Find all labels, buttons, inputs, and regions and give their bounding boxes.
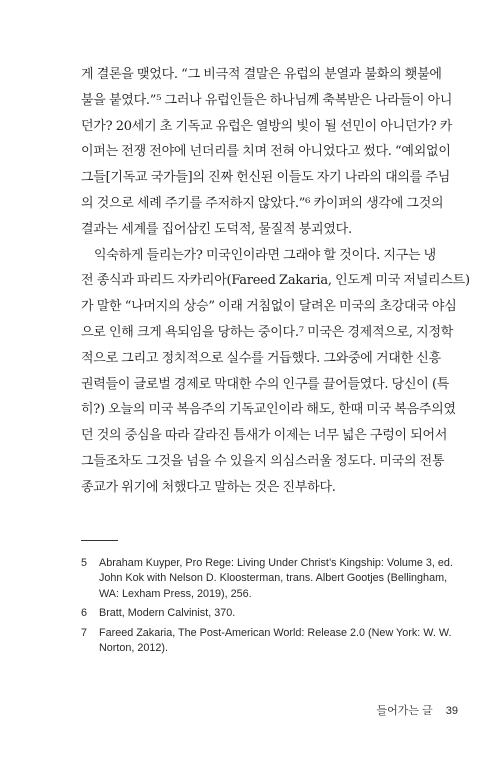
- footnote-number: 7: [81, 626, 88, 639]
- text-line: 던 것의 중심을 따라 갈라진 틈새가 이제는 너무 넓은 구렁이 되어서: [81, 428, 448, 444]
- footnote-line: Norton, 2012).: [99, 642, 169, 655]
- text-line: 으로 인해 크게 욕되임을 당하는 중이다.⁷ 미국은 경제적으로, 지정학: [81, 324, 454, 340]
- page-footer: [377, 702, 459, 718]
- text-line: 히?) 오늘의 미국 복음주의 기독교인이라 해도, 한때 미국 복음주의였: [81, 402, 456, 418]
- footnote-number: 5: [81, 557, 88, 569]
- text-line: 익숙하게 들리는가? 미국인이라면 그래야 할 것이다. 지구는 냉: [94, 247, 436, 263]
- footnote-divider: [81, 540, 118, 541]
- footnote-number: 6: [81, 607, 88, 620]
- text-line: 결과는 세계를 집어삼킨 도덕적, 물질적 붕괴였다.: [81, 221, 352, 237]
- footnote-5: [81, 556, 453, 602]
- text-line: 종교가 위기에 처했다고 말하는 것은 진부하다.: [81, 479, 336, 495]
- text-line: 불을 붙였다.”⁵ 그러나 유럽인들은 하나님께 축복받은 나라들이 아니: [81, 92, 453, 108]
- paragraph-1: [81, 62, 453, 243]
- text-line: 의 것으로 세례 주기를 주저하지 않았다.”⁶ 카이퍼의 생각에 그것의: [81, 195, 444, 211]
- paragraph-2: [81, 243, 470, 501]
- text-line: 던가? 20세기 초 기독교 유럽은 열방의 빛이 될 선민이 아니던가? 카: [81, 118, 453, 134]
- footnote-6: [81, 606, 426, 621]
- body-text: [81, 62, 470, 501]
- footnote-line: Abraham Kuyper, Pro Rege: Living Under Christ’s Kingship: Volume 3, ed.: [99, 557, 453, 569]
- footnote-line: John Kok with Nelson D. Kloosterman, trans. Albert Gootjes (Bellingham,: [99, 572, 448, 585]
- text-line: 적으로 그리고 정치적으로 실수를 거듭했다. 그와중에 거대한 신흥: [81, 350, 441, 366]
- footnote-line: Fareed Zakaria, The Post-American World: Release 2.0 (New York: W. W.: [99, 626, 452, 639]
- text-line: 게 결론을 맺었다. “그 비극적 결말은 유럽의 분열과 불화의 횃불에: [81, 67, 442, 82]
- footnotes: [81, 556, 453, 660]
- text-line: 전 종식과 파리드 자카리아(Fareed Zakaria, 인도계 미국 저널리스트): [81, 273, 470, 289]
- footnote-line: WA: Lexham Press, 2019), 256.: [99, 587, 252, 600]
- running-footer-title: 들어가는 글: [376, 705, 433, 717]
- text-line: 그들[기독교 국가들]의 진짜 헌신된 이들도 자기 나라의 대의를 주님: [81, 170, 451, 186]
- text-line: 권력들이 글로벌 경제로 막대한 수의 인구를 끌어들였다. 당신이 (특: [81, 376, 450, 392]
- text-line: 그들조차도 그것을 넘을 수 있을지 의심스러울 정도다. 미국의 전통: [81, 453, 445, 469]
- footnote-line: Bratt, Modern Calvinist, 370.: [99, 607, 236, 620]
- page-number: 39: [445, 705, 458, 717]
- text-line: 가 말한 “나머지의 상승” 이래 거침없이 달려온 미국의 초강대국 야심: [81, 299, 457, 315]
- text-line: 이퍼는 전쟁 전야에 넌더리를 치며 전혀 아니었다고 썼다. “예외없이: [81, 144, 451, 160]
- footnote-7: [81, 626, 452, 657]
